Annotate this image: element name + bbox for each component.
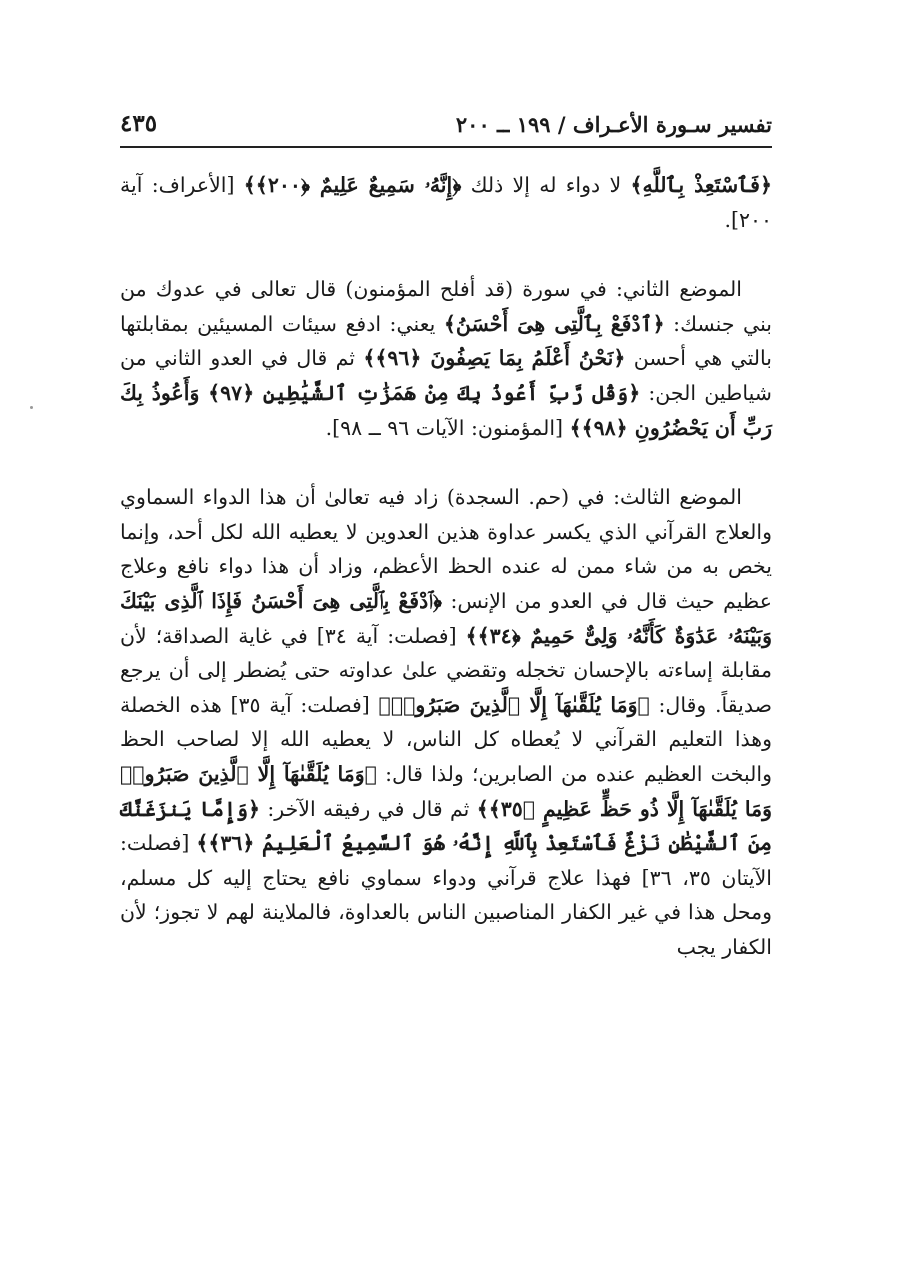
quran-verse: ﴿وَمَا يُلَقَّىٰهَآ إِلَّا ٱلَّذِينَ صَبَرُوا۟﴾ xyxy=(378,692,650,717)
quran-verse: ﴿نَحْنُ أَعْلَمُ بِمَا يَصِفُونَ ﴿٩٦﴾﴾ xyxy=(363,346,626,371)
prose-text: [فصلت: الآيتان ٣٥، ٣٦] فهذا علاج قرآني ودواء سماوي نافع يحتاج إليه كل مسلم، ومحل هذا في غير الكفار المناصبين الناس بالعداوة، فالملاينة لهم لا تجوز؛ لأن الكفار يجب xyxy=(120,831,772,959)
quran-verse: ﴿وَمَا يُلَقَّىٰهَآ إِلَّا ٱلَّذِينَ صَبَرُوا۟ وَمَا يُلَقَّىٰهَآ إِلَّا ذُو حَظٍّ عَظِيمٍ ﴿٣٥﴾﴾ xyxy=(120,761,773,821)
quran-verse: ﴿ٱدْفَعْ بِٱلَّتِى هِىَ أَحْسَنُ﴾ xyxy=(443,311,665,336)
prose-text: الموضع الثالث: في (حم. السجدة) زاد فيه تعالىٰ أن هذا الدواء السماوي والعلاج القرآني الذي يكسر عداوة هذين العدوين لا يعطيه الله لكل أحد، وإنما يخص به من شاء ممن له عنده الحظ الأعظم، وزاد أن هذا دواء نافع وعلاج عظيم حيث قال في العدو من الإنس: xyxy=(120,485,772,613)
paragraph-gap xyxy=(120,237,772,272)
paragraph-3 xyxy=(120,480,772,964)
prose-text: لا دواء له إلا ذلك xyxy=(461,173,631,197)
paragraph-1 xyxy=(120,168,772,237)
quran-verse: ﴿ٱدْفَعْ بِٱلَّتِى هِىَ أَحْسَنُ فَإِذَا ٱلَّذِى بَيْنَكَ وَبَيْنَهُۥ عَدَٰوَةٌ كَأَنَّهُۥ وَلِىٌّ حَمِيمٌ ﴿٣٤﴾﴾ xyxy=(120,588,772,648)
body-text xyxy=(120,168,772,964)
paragraph-gap xyxy=(120,445,772,480)
prose-text: [الأعراف: آية ٢٠٠]. xyxy=(120,173,772,232)
prose-text: ثم قال في رفيقه الآخر: xyxy=(260,796,477,821)
quran-verse: ﴿وَإِمَّا يَنزَغَنَّكَ مِنَ ٱلشَّيْطَٰنِ نَزْغٌ فَٱسْتَعِذْ بِٱللَّهِ إِنَّهُۥ هُوَ ٱلسَّمِيعُ ٱلْعَلِيمُ ﴿٣٦﴾﴾ xyxy=(120,796,772,856)
page-number: ٤٣٥ xyxy=(120,110,158,137)
quran-verse: ﴿وَقُل رَّبِّ أَعُوذُ بِكَ مِنْ هَمَزَٰتِ ٱلشَّيَٰطِينِ ﴿٩٧﴾ وَأَعُوذُ بِكَ رَبِّ أَن يَحْضُرُونِ ﴿٩٨﴾﴾ xyxy=(120,380,772,440)
prose-text: ثم قال في العدو الثاني من شياطين الجن: xyxy=(120,346,772,405)
prose-text: [فصلت: آية ٣٥] هذه الخصلة وهذا التعليم القرآني لا يُعطاه كل الناس، لا يعطيه الله إلا لصاحب الحظ والبخت العظيم عنده من الصابرين؛ ولذا قال: xyxy=(120,692,772,786)
prose-text: الموضع الثاني: في سورة (قد أفلح المؤمنون) قال تعالى في عدوك من بني جنسك: xyxy=(120,277,773,336)
quran-verse: ﴿إِنَّهُۥ سَمِيعٌ عَلِيمٌ ﴿٢٠٠﴾﴾ xyxy=(243,173,462,197)
quran-verse: ﴿فَٱسْتَعِذْ بِٱللَّهِ﴾ xyxy=(630,173,772,197)
prose-text: [المؤمنون: الآيات ٩٦ ــ ٩٨]. xyxy=(325,415,570,440)
page-header xyxy=(120,108,772,142)
prose-text: يعني: ادفع سيئات المسيئين بمقابلتها بالتي هي أحسن xyxy=(120,311,772,371)
paragraph-2 xyxy=(120,272,772,445)
running-title: تفسير سـورة الأعـراف / ١٩٩ ــ ٢٠٠ xyxy=(455,112,772,137)
header-rule xyxy=(120,146,772,148)
margin-speck xyxy=(30,406,33,409)
prose-text: [فصلت: آية ٣٤] في غاية الصداقة؛ لأن مقابلة إساءته بالإحسان تخجله وتقضي علىٰ عداوته حتى يُضطر إلى أن يرجع صديقاً. وقال: xyxy=(120,623,773,717)
